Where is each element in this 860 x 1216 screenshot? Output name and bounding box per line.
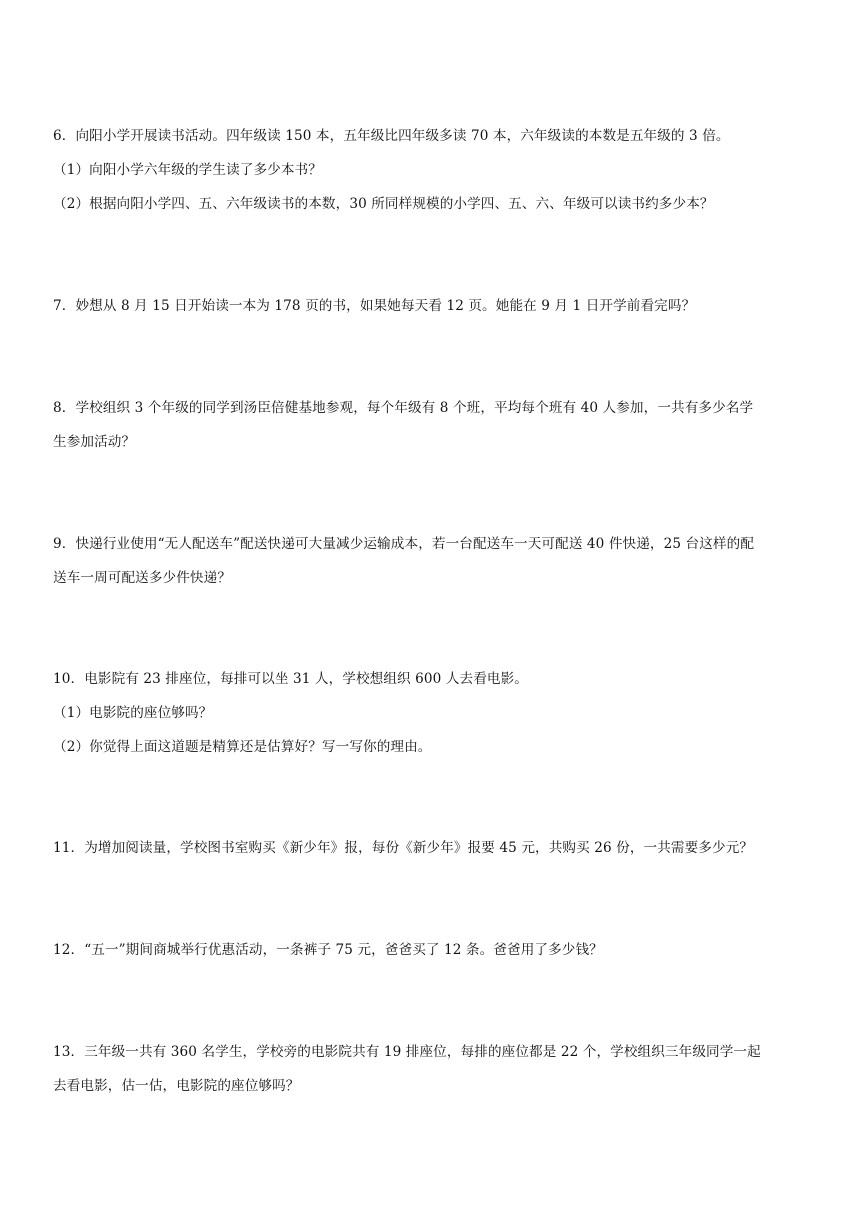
question-text-continued: 去看电影，估一估，电影院的座位够吗？: [53, 1078, 300, 1094]
question-text: 7．妙想从 8 月 15 日开始读一本为 178 页的书，如果她每天看 12 页。她能在 9 月 1 日开学前看完吗？: [53, 298, 696, 314]
question-text: 12．“五一”期间商城举行优惠活动，一条裤子 75 元，爸爸买了 12 条。爸爸用了多少钱？: [53, 942, 603, 958]
question-text-continued: 送车一周可配送多少件快递？: [53, 570, 232, 586]
sub-question: （1）向阳小学六年级的学生读了多少本书？: [53, 162, 322, 178]
question-text: 9．快递行业使用“无人配送车”配送快递可大量减少运输成本，若一台配送车一天可配送 40 件快递，25 台这样的配: [53, 536, 755, 552]
sub-question: （2）根据向阳小学四、五、六年级读书的本数，30 所同样规模的小学四、五、六、年级可以读书约多少本？: [53, 196, 714, 212]
sub-question: （2）你觉得上面这道题是精算还是估算好？写一写你的理由。: [53, 739, 432, 755]
question-text: 6．向阳小学开展读书活动。四年级读 150 本，五年级比四年级多读 70 本，六年级读的本数是五年级的 3 倍。: [53, 128, 730, 144]
question-text: 8．学校组织 3 个年级的同学到汤臣倍健基地参观，每个年级有 8 个班，平均每个班有 40 人参加，一共有多少名学: [53, 400, 754, 416]
question-text-continued: 生参加活动？: [53, 434, 136, 450]
question-text: 13．三年级一共有 360 名学生，学校旁的电影院共有 19 排座位，每排的座位都是 22 个，学校组织三年级同学一起: [53, 1044, 761, 1060]
question-text: 10．电影院有 23 排座位，每排可以坐 31 人，学校想组织 600 人去看电影。: [53, 671, 528, 687]
sub-question: （1）电影院的座位够吗？: [53, 705, 213, 721]
question-text: 11．为增加阅读量，学校图书室购买《新少年》报，每份《新少年》报要 45 元，共购买 26 份，一共需要多少元？: [53, 840, 754, 856]
